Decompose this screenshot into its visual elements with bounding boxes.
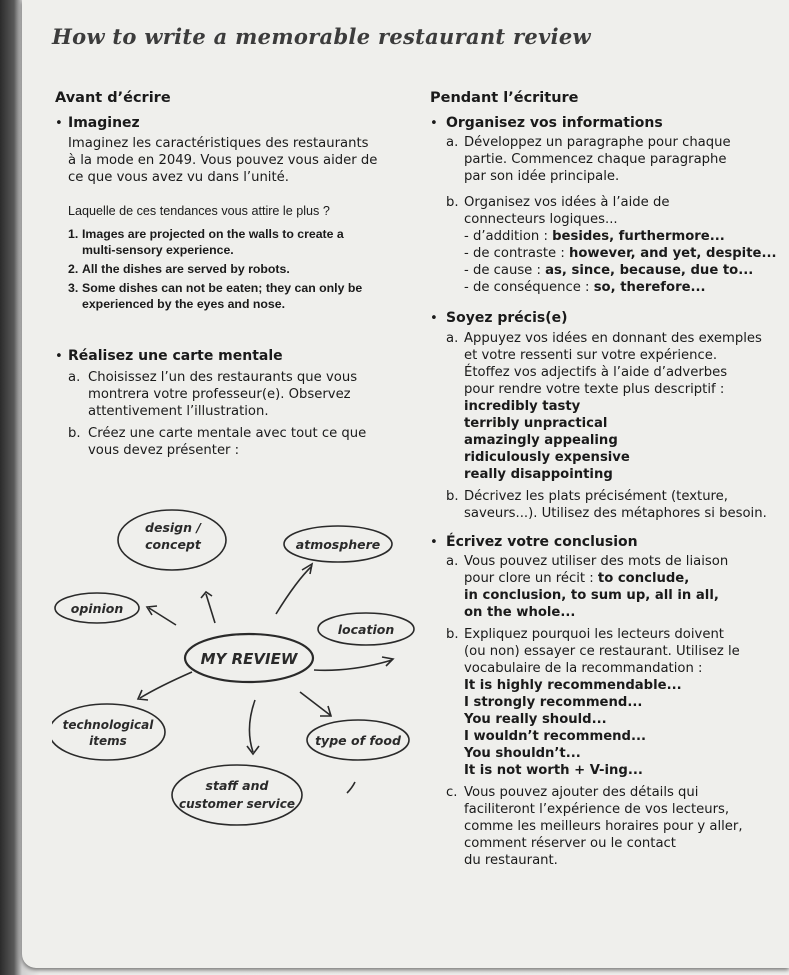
- carte-item-a: a. Choisissez l’un des restaurants que vous montrera votre professeur(e). Observez attentivement l’illustration.: [68, 370, 358, 419]
- text-line: ce que vous avez vu dans l’unité.: [68, 170, 289, 185]
- ecrivez-heading: Écrivez votre conclusion: [446, 534, 638, 550]
- node-opinion: opinion: [70, 601, 124, 616]
- arrow-tech: [138, 672, 192, 700]
- arrow-food: [300, 692, 331, 716]
- node-design-line2: concept: [145, 537, 201, 552]
- arrow-atmosphere: [276, 564, 312, 614]
- arrow-opinion: [147, 606, 176, 625]
- option-item: 3. Some dishes can not be eaten; they can only be experienced by the eyes and nose.: [68, 281, 363, 311]
- arrow-design: [201, 592, 215, 623]
- left-column: [55, 90, 415, 459]
- carte-section: [55, 348, 415, 459]
- node-tech-line1: technological: [62, 718, 154, 732]
- node-center: MY REVIEW: [200, 650, 298, 668]
- bullet-dot: •: [430, 535, 438, 550]
- node-location: location: [337, 622, 395, 637]
- mind-map: [52, 500, 442, 830]
- pendant-heading: Pendant l’écriture: [430, 90, 579, 106]
- bullet-dot: •: [55, 116, 63, 131]
- arrow-location: [314, 657, 393, 670]
- ecrivez-item-a: a. Vous pouvez utiliser des mots de liaison pour clore un récit : to conclude, in conclusion, to sum up, all in all, on the whole...: [446, 554, 729, 620]
- node-staff-line1: staff and: [205, 778, 269, 793]
- node-atmosphere: atmosphere: [295, 537, 381, 552]
- page-title: How to write a memorable restaurant review: [52, 24, 591, 49]
- option-item: 2. All the dishes are served by robots.: [68, 262, 290, 276]
- tick-mark: [347, 782, 355, 793]
- ecrivez-item-b: b. Expliquez pourquoi les lecteurs doivent (ou non) essayer ce restaurant. Utilisez le vocabulaire de la recommandation : It is highly recommendable... I strongly recommend... You really should... I wouldn’t recommend... You shouldn’t... It is not worth + V-ing...: [446, 627, 740, 778]
- options-list: [55, 226, 415, 312]
- carte-heading: Réalisez une carte mentale: [68, 348, 283, 364]
- soyez-item-a: a. Appuyez vos idées en donnant des exemples et votre ressenti sur votre expérience. Étoffez vos adjectifs à l’aide d’adverbes pour rendre votre texte plus descriptif : incredibly tasty terribly unpractical amazingly appealing ridiculously expensive really disappointing: [446, 331, 762, 482]
- node-staff-ellipse: [172, 765, 302, 825]
- avant-heading: Avant d’écrire: [55, 90, 171, 106]
- imaginez-heading: Imaginez: [68, 115, 140, 131]
- node-staff-line2: customer service: [179, 797, 295, 811]
- soyez-item-b: b. Décrivez les plats précisément (texture, saveurs...). Utilisez des métaphores si besoin.: [446, 489, 767, 521]
- bullet-dot: •: [55, 349, 63, 364]
- arrow-staff: [247, 700, 259, 754]
- question: Laquelle de ces tendances vous attire le plus ?: [68, 204, 330, 218]
- right-column: [430, 90, 785, 869]
- node-tech-ellipse: [52, 704, 165, 760]
- worksheet-page: [22, 0, 789, 968]
- imaginez-section: [55, 115, 415, 312]
- soyez-section: [430, 310, 785, 522]
- organisez-section: [430, 115, 785, 296]
- option-item: 1. Images are projected on the walls to create a multi-sensory experience.: [68, 227, 344, 257]
- organisez-heading: Organisez vos informations: [446, 115, 663, 131]
- node-food: type of food: [315, 733, 401, 748]
- bullet-dot: •: [430, 116, 438, 131]
- carte-item-b: b. Créez une carte mentale avec tout ce que vous devez présenter :: [68, 426, 367, 458]
- ecrivez-section: [430, 534, 785, 869]
- node-design-line1: design /: [145, 520, 201, 535]
- node-tech-line2: items: [89, 734, 127, 748]
- ecrivez-item-c: c. Vous pouvez ajouter des détails qui faciliteront l’expérience de vos lecteurs, comme les meilleurs horaires pour y aller, comment réserver ou le contact du restaurant.: [446, 785, 743, 868]
- soyez-heading: Soyez précis(e): [446, 310, 568, 326]
- bullet-dot: •: [430, 311, 438, 326]
- text-line: à la mode en 2049. Vous pouvez vous aider de: [68, 153, 378, 168]
- organisez-item-b: b. Organisez vos idées à l’aide de connecteurs logiques... - d’addition : besides, furthermore... - de contraste : however, and yet, despite... - de cause : as, since, because, due to... - de conséquence : so, therefore...: [446, 195, 777, 295]
- text-line: Imaginez les caractéristiques des restaurants: [68, 136, 369, 151]
- organisez-item-a: a. Développez un paragraphe pour chaque partie. Commencez chaque paragraphe par son idée principale.: [446, 135, 731, 184]
